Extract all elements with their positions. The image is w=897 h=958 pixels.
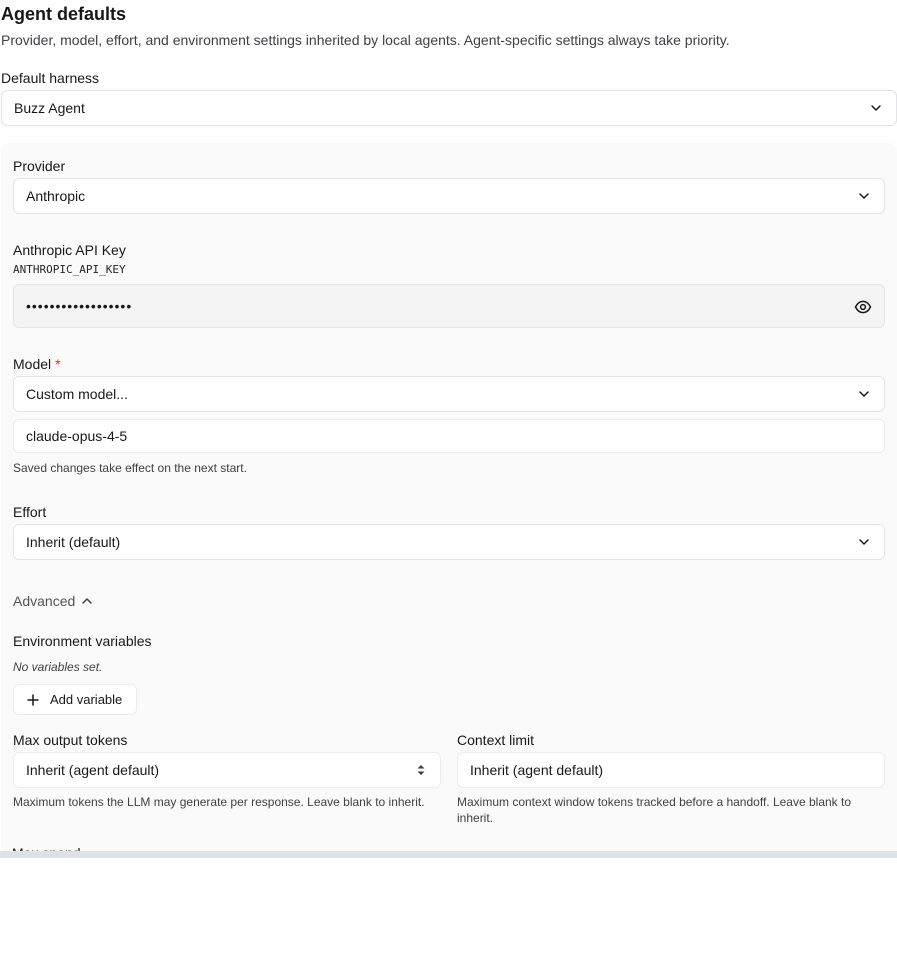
max-output-value: Inherit (agent default) [26,762,160,778]
page-subtitle: Provider, model, effort, and environment settings inherited by local agents. Agent-specific settings always take priority. [1,32,730,48]
chevron-down-icon [858,536,870,548]
advanced-toggle[interactable] [13,593,93,609]
env-vars-label: Environment variables [13,633,152,649]
env-vars-empty-text: No variables set. [13,660,103,674]
max-output-hint: Maximum tokens the LLM may generate per response. Leave blank to inherit. [13,795,425,809]
provider-label: Provider [13,158,66,174]
add-variable-label: Add variable [50,692,123,707]
model-select[interactable] [13,376,885,412]
required-mark: * [55,356,61,372]
chevron-up-icon [81,595,93,607]
add-variable-button[interactable] [13,684,137,715]
context-limit-hint: Maximum context window tokens tracked before a handoff. Leave blank to inherit. [457,795,852,825]
chevron-down-icon [858,388,870,400]
harness-select[interactable] [1,90,897,126]
context-limit-label: Context limit [457,732,535,748]
effort-label: Effort [13,504,47,520]
custom-model-input[interactable] [13,419,885,453]
api-key-env-name: ANTHROPIC_API_KEY [13,263,126,276]
api-key-masked-value: •••••••••••••••••• [26,298,133,314]
plus-icon [26,693,40,707]
page-title: Agent defaults [1,4,127,24]
chevron-down-icon [870,102,882,114]
harness-label: Default harness [1,70,100,86]
max-output-input[interactable] [13,752,441,788]
api-key-input[interactable] [13,284,885,328]
horizontal-scrollbar[interactable] [0,851,897,858]
eye-icon[interactable] [854,298,872,316]
provider-select[interactable] [13,178,885,214]
max-output-label: Max output tokens [13,732,128,748]
provider-value: Anthropic [26,188,86,204]
model-label-text: Model [13,356,52,372]
model-label [13,356,61,372]
advanced-label: Advanced [13,593,76,609]
harness-value: Buzz Agent [14,100,85,116]
effort-value: Inherit (default) [26,534,121,550]
model-hint: Saved changes take effect on the next start. [13,461,247,475]
harness-settings-panel [1,143,897,858]
context-limit-value: Inherit (agent default) [470,762,604,778]
custom-model-value: claude-opus-4-5 [26,428,128,444]
context-limit-input[interactable] [457,752,885,788]
effort-select[interactable] [13,524,885,560]
stepper-icon[interactable] [416,763,426,777]
chevron-down-icon [858,190,870,202]
api-key-label: Anthropic API Key [13,242,126,258]
model-value: Custom model... [26,386,128,402]
